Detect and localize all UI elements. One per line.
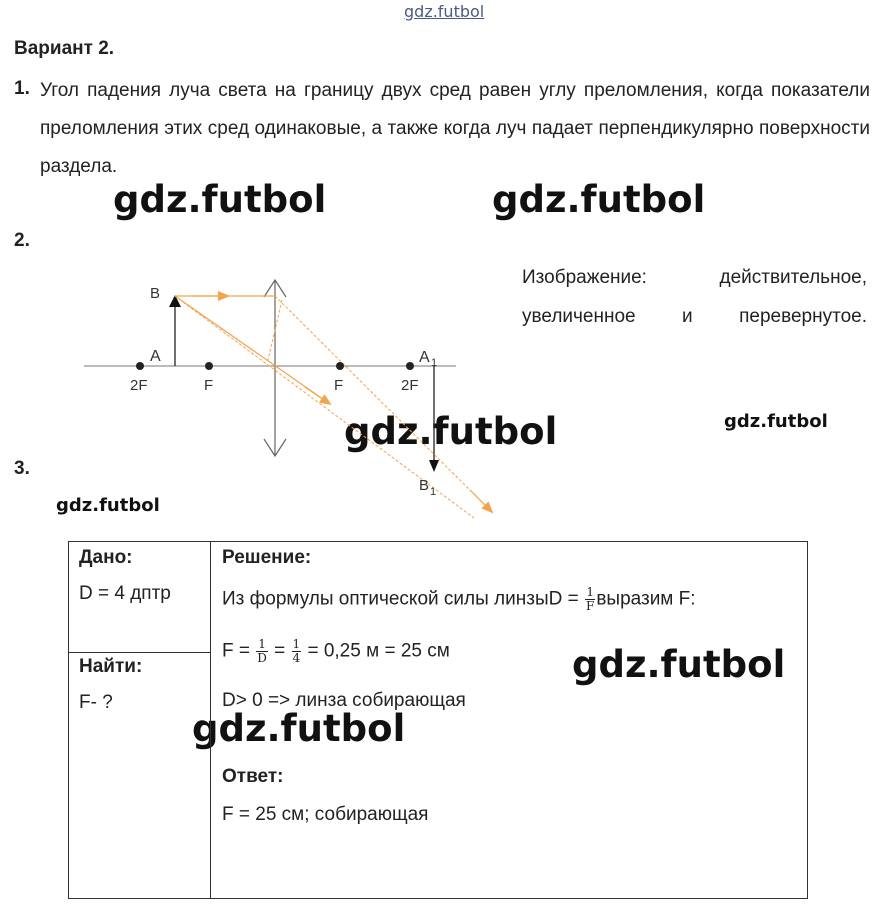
label-b: B — [150, 285, 161, 302]
label-b1: B — [419, 477, 430, 494]
point-2f-left — [136, 362, 144, 370]
image-arrow-head — [429, 460, 439, 472]
watermark: gdz.futbol — [344, 410, 558, 453]
image-description-line-2: увеличенное и перевернутое. — [522, 306, 867, 327]
watermark: gdz.futbol — [192, 707, 406, 750]
label-a1: A — [419, 349, 430, 366]
fraction-1-over-4 — [292, 638, 302, 665]
watermark: gdz.futbol — [724, 411, 828, 432]
ray-refracted — [275, 296, 492, 512]
question-2-number: 2. — [14, 230, 30, 251]
fraction-numerator: 1 — [292, 637, 301, 651]
solution-line-2-equals: = — [268, 640, 291, 662]
solution-header: Решение: — [222, 547, 312, 568]
fraction-denominator: D — [257, 651, 267, 665]
object-arrow-head — [169, 295, 181, 307]
image-description-line-1: Изображение: действительное, — [522, 267, 867, 288]
given-value: D = 4 дптр — [79, 583, 171, 604]
table-divider-vertical — [210, 542, 211, 898]
solution-line-2 — [222, 638, 450, 665]
solution-line-1-formula: D = — [548, 588, 584, 610]
label-2f-right: 2F — [401, 377, 419, 394]
label-f-right: F — [334, 377, 344, 394]
solution-line-1-prefix: Из формулы оптической силы линзы — [222, 588, 549, 610]
point-f-right — [336, 362, 344, 370]
fraction-denominator: F — [585, 599, 595, 613]
solution-line-1 — [222, 586, 696, 613]
ray-through-center — [175, 296, 474, 518]
answer-value: F = 25 см; собирающая — [222, 804, 429, 825]
solution-table — [68, 541, 808, 899]
table-divider-horizontal — [69, 652, 210, 653]
find-header: Найти: — [79, 656, 143, 677]
fraction-denominator: 4 — [292, 651, 301, 665]
point-f-left — [205, 362, 213, 370]
label-a: A — [150, 348, 161, 365]
solution-line-2-prefix: F = — [222, 640, 256, 662]
given-header: Дано: — [79, 547, 133, 568]
label-b1-subscript: 1 — [430, 486, 437, 498]
watermark-top: gdz.futbol — [404, 2, 485, 21]
fraction-numerator: 1 — [586, 585, 594, 599]
solution-line-1-suffix: выразим F: — [596, 588, 696, 610]
find-value: F- ? — [79, 692, 113, 713]
watermark: gdz.futbol — [56, 495, 160, 516]
question-3-number: 3. — [14, 458, 30, 479]
ray-refracted-arrow — [470, 490, 492, 512]
label-2f-left: 2F — [130, 377, 148, 394]
watermark: gdz.futbol — [572, 643, 786, 686]
question-1-answer: Угол падения луча света на границу двух сред равен углу преломления, когда показатели преломления этих сред одинаковые, а также когда луч падает перпендикулярно поверхности раздела. — [40, 80, 870, 177]
label-a1-subscript: 1 — [431, 357, 438, 369]
fraction-numerator: 1 — [258, 637, 266, 651]
solution-line-2-suffix: = 0,25 м = 25 см — [302, 640, 450, 662]
solution-line-3: D> 0 => линза собирающая — [222, 690, 466, 711]
fraction-1-over-f — [585, 586, 595, 613]
point-2f-right — [406, 362, 414, 370]
fraction-1-over-d — [256, 638, 268, 665]
question-1-number: 1. — [14, 78, 30, 99]
watermark: gdz.futbol — [492, 178, 706, 221]
watermark: gdz.futbol — [113, 178, 327, 221]
page-title: Вариант 2. — [14, 38, 115, 59]
label-f-left: F — [204, 377, 214, 394]
answer-header: Ответ: — [222, 766, 284, 787]
